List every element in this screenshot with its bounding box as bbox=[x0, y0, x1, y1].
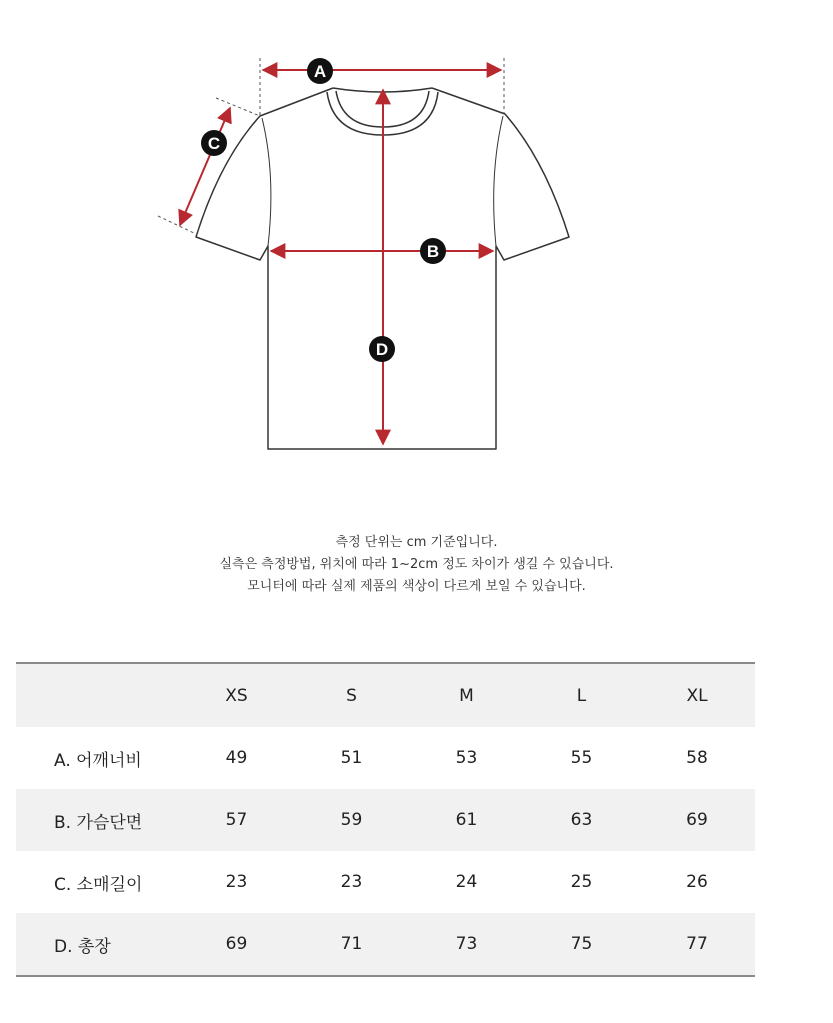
table-cell: 71 bbox=[294, 913, 409, 976]
measurement-arrows bbox=[180, 70, 501, 444]
table-cell: 59 bbox=[294, 789, 409, 851]
table-cell: 58 bbox=[686, 748, 708, 768]
header-corner bbox=[16, 663, 179, 727]
table-cell: 26 bbox=[686, 872, 708, 892]
table-cell: 49 bbox=[225, 748, 248, 768]
table-cell: 57 bbox=[179, 789, 294, 851]
row-label: A. 어깨너비 bbox=[54, 750, 142, 771]
marker-b-label: B bbox=[426, 242, 440, 261]
tshirt-measurement-diagram bbox=[0, 0, 833, 470]
table-cell: 75 bbox=[524, 913, 639, 976]
size-header-xs: XS bbox=[179, 663, 294, 727]
arrow-c bbox=[180, 108, 230, 225]
size-header-xl: XL bbox=[639, 663, 755, 727]
size-header-m: M bbox=[409, 663, 524, 727]
marker-a-label: A bbox=[313, 62, 327, 81]
table-row bbox=[16, 913, 755, 976]
marker-b bbox=[420, 238, 446, 264]
measurement-notes bbox=[0, 532, 833, 598]
marker-a bbox=[307, 58, 333, 84]
table-cell: 23 bbox=[225, 872, 248, 892]
marker-d-label: D bbox=[375, 340, 389, 359]
table-cell: 24 bbox=[455, 872, 478, 892]
table-cell: 77 bbox=[639, 913, 755, 976]
size-table bbox=[16, 662, 755, 977]
table-cell: 53 bbox=[455, 748, 478, 768]
table-cell: 25 bbox=[570, 872, 593, 892]
marker-c-label: C bbox=[207, 134, 221, 153]
table-cell: 69 bbox=[179, 913, 294, 976]
note-unit: 측정 단위는 cm 기준입니다. bbox=[335, 535, 498, 550]
table-cell: 55 bbox=[570, 748, 593, 768]
size-header-s: S bbox=[294, 663, 409, 727]
marker-d bbox=[369, 336, 395, 362]
row-label: B. 가슴단면 bbox=[16, 789, 179, 851]
row-label: C. 소매길이 bbox=[54, 874, 143, 895]
table-row bbox=[16, 727, 755, 789]
table-cell: 51 bbox=[340, 748, 363, 768]
marker-c bbox=[201, 130, 227, 156]
table-cell: 73 bbox=[409, 913, 524, 976]
table-cell: 63 bbox=[524, 789, 639, 851]
size-header-row bbox=[16, 663, 755, 727]
table-row bbox=[16, 851, 755, 913]
row-label: D. 총장 bbox=[16, 913, 179, 976]
table-cell: 61 bbox=[409, 789, 524, 851]
table-row bbox=[16, 789, 755, 851]
table-cell: 23 bbox=[340, 872, 363, 892]
size-header-l: L bbox=[524, 663, 639, 727]
note-tolerance: 실측은 측정방법, 위치에 따라 1~2cm 정도 차이가 생길 수 있습니다. bbox=[219, 557, 614, 572]
table-cell: 69 bbox=[639, 789, 755, 851]
note-color: 모니터에 따라 실제 제품의 색상이 다르게 보일 수 있습니다. bbox=[247, 579, 586, 594]
